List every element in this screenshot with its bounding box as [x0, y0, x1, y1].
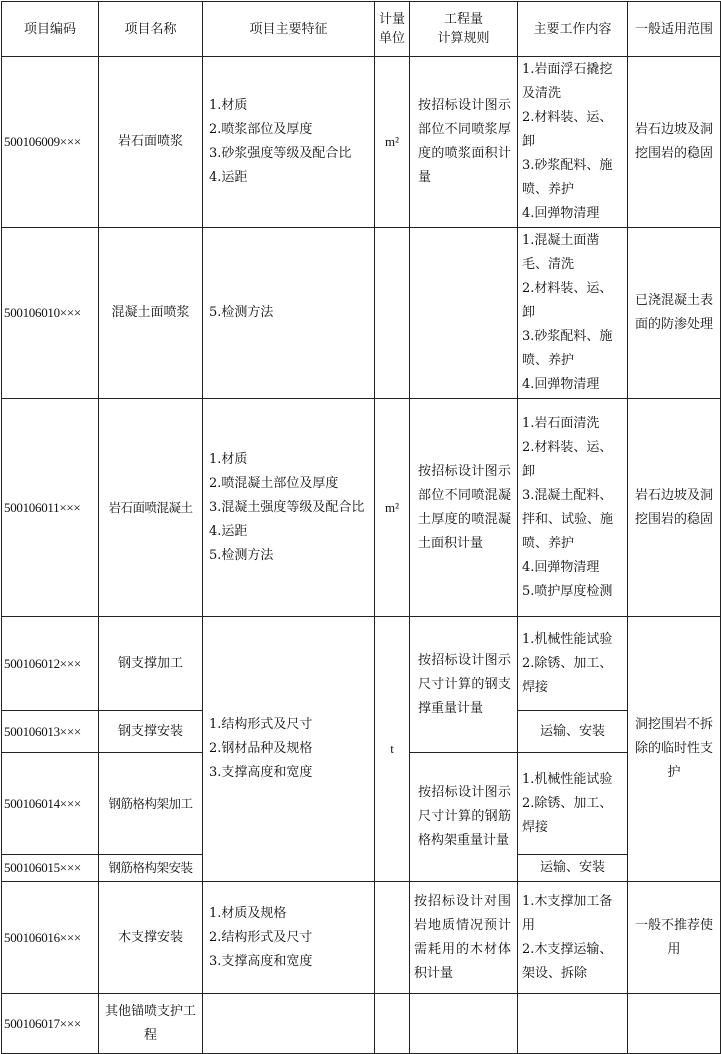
table-row: [2, 882, 721, 994]
table-row: [2, 399, 721, 617]
item-work: 1.混凝土面凿毛、清洗 2.材料装、运、卸 3.砂浆配料、施喷、养护 4.回弹物清理: [518, 228, 628, 399]
header-row: [2, 2, 721, 57]
header-work: 主要工作内容: [518, 2, 628, 57]
item-code: 500106014×××: [2, 753, 99, 855]
item-rule: 按招标设计图示尺寸计算的钢筋格构架重量计量: [410, 753, 518, 882]
item-work: 1.岩石面清洗 2.材料装、运、卸 3.混凝土配料、拌和、试验、施喷、养护 4.回弹物清理 5.喷护厚度检测: [518, 399, 628, 617]
item-work: 1.机械性能试验 2.除锈、加工、焊接: [518, 753, 628, 855]
item-name: 混凝土面喷浆: [99, 228, 203, 399]
item-scope: 岩石边坡及洞挖围岩的稳固: [628, 399, 721, 617]
item-scope: 已浇混凝土表面的防渗处理: [628, 228, 721, 399]
item-code: 500106016×××: [2, 882, 99, 994]
item-name: 钢筋格构架安装: [99, 855, 203, 882]
table-row: [2, 228, 721, 399]
header-features: 项目主要特征: [203, 2, 375, 57]
item-name: 其他锚喷支护工程: [99, 994, 203, 1054]
item-code: 500106011×××: [2, 399, 99, 617]
item-features: 5.检测方法: [203, 228, 375, 399]
item-unit: [375, 994, 410, 1054]
item-work: 1.岩面浮石撬挖及清洗 2.材料装、运、卸 3.砂浆配料、施喷、养护 4.回弹物清理: [518, 57, 628, 228]
item-code: 500106010×××: [2, 228, 99, 399]
item-features: 1.材质 2.喷混凝土部位及厚度 3.混凝土强度等级及配合比 4.运距 5.检测方法: [203, 399, 375, 617]
item-code: 500106013×××: [2, 711, 99, 753]
item-name: 钢支撑加工: [99, 617, 203, 711]
item-features: 1.材质及规格 2.结构形式及尺寸 3.支撑高度和宽度: [203, 882, 375, 994]
item-code: 500106009×××: [2, 57, 99, 228]
item-features: 1.材质 2.喷浆部位及厚度 3.砂浆强度等级及配合比 4.运距: [203, 57, 375, 228]
item-work: 运输、安装: [518, 855, 628, 882]
item-work: 1.机械性能试验 2.除锈、加工、焊接: [518, 617, 628, 711]
table-row: [2, 57, 721, 228]
item-rule: 按招标设计图示部位不同喷浆厚度的喷浆面积计量: [410, 57, 518, 228]
item-scope: 岩石边坡及洞挖围岩的稳固: [628, 57, 721, 228]
header-scope: 一般适用范围: [628, 2, 721, 57]
header-code: 项目编码: [2, 2, 99, 57]
item-rule: 按招标设计对围岩地质情况预计需耗用的木材体积计量: [410, 882, 518, 994]
item-name: 木支撑安装: [99, 882, 203, 994]
header-rule: 工程量 计算规则: [410, 2, 518, 57]
item-name: 岩石面喷浆: [99, 57, 203, 228]
item-scope: [628, 994, 721, 1054]
item-work: 1.木支撑加工备用 2.木支撑运输、架设、拆除: [518, 882, 628, 994]
item-unit: m²: [375, 399, 410, 617]
item-work: [518, 994, 628, 1054]
item-unit: t: [375, 617, 410, 882]
item-rule: 按招标设计图示部位不同喷混凝土厚度的喷混凝土面积计量: [410, 399, 518, 617]
item-features: 1.结构形式及尺寸 2.钢材品种及规格 3.支撑高度和宽度: [203, 617, 375, 882]
item-name: 岩石面喷混凝土: [99, 399, 203, 617]
item-rule: [410, 228, 518, 399]
item-name: 钢支撑安装: [99, 711, 203, 753]
item-unit: [375, 228, 410, 399]
header-unit: 计量 单位: [375, 2, 410, 57]
item-features: [203, 994, 375, 1054]
item-code: 500106012×××: [2, 617, 99, 711]
item-name: 钢筋格构架加工: [99, 753, 203, 855]
table-row: [2, 617, 721, 711]
item-code: 500106015×××: [2, 855, 99, 882]
item-unit: m²: [375, 57, 410, 228]
header-name: 项目名称: [99, 2, 203, 57]
item-work: 运输、安装: [518, 711, 628, 753]
table-row: [2, 994, 721, 1054]
item-unit: [375, 882, 410, 994]
item-scope: 洞挖围岩不拆除的临时性支护: [628, 617, 721, 882]
item-scope: 一般不推荐使用: [628, 882, 721, 994]
item-code: 500106017×××: [2, 994, 99, 1054]
item-rule: [410, 994, 518, 1054]
item-rule: 按招标设计图示尺寸计算的钢支撑重量计量: [410, 617, 518, 753]
bill-of-quantities-table: [1, 1, 721, 1054]
